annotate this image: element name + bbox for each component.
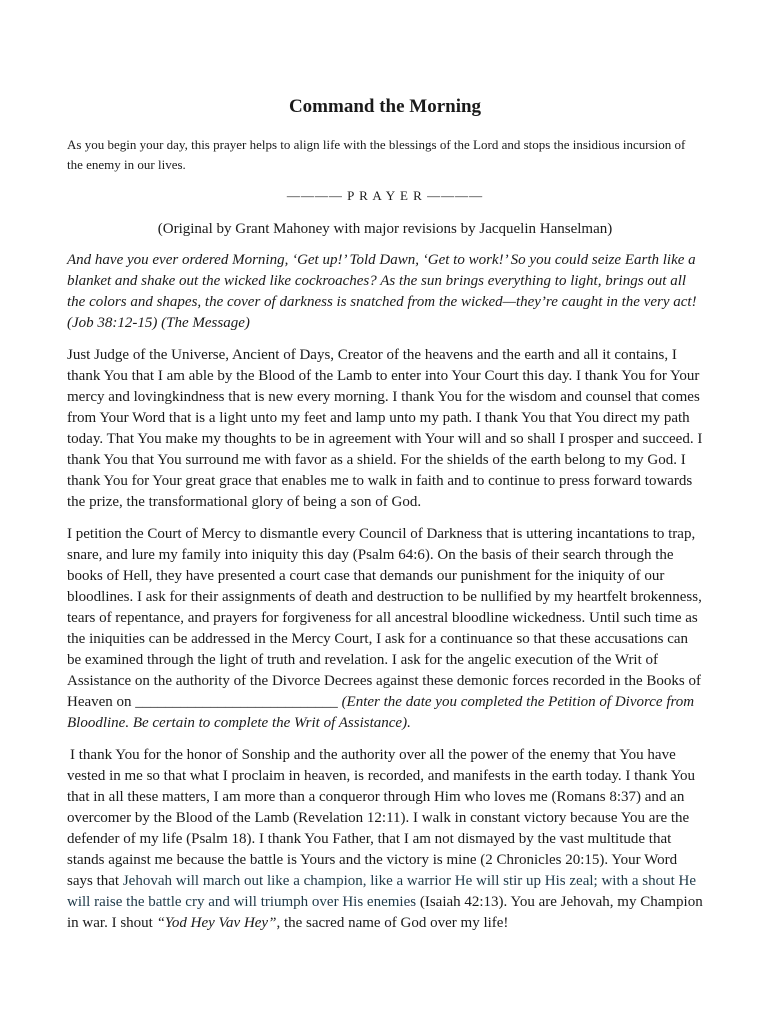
credit-line: (Original by Grant Mahoney with major revisions by Jacquelin Hanselman) — [157, 221, 613, 237]
prayer-paragraph-2 — [67, 524, 703, 734]
page-title: Command the Morning — [288, 96, 482, 117]
prayer-paragraph-3 — [67, 745, 703, 934]
sacred-name: “Yod Hey Vav Hey” — [156, 915, 277, 931]
paragraph-3-text-c: , the sacred name of God over my life! — [276, 915, 509, 931]
date-instruction-note: (Enter the date you completed the Petition of Divorce from Bloodline. Be certain to complete the Writ of Assistance). — [67, 694, 695, 731]
prayer-paragraph-1: Just Judge of the Universe, Ancient of Days, Creator of the heavens and the earth and all it contains, I thank You that I am able by the Blood of the Lamb to enter into Your Court this day. I thank You for Your mercy and lovingkindness that is new every morning. I thank You for the wisdom and counsel that comes from Your Word that is a light unto my feet and lamp unto my path. I thank You that You direct my path today. That You make my thoughts to be in agreement with Your will and so shall I prosper and succeed. I thank You that You surround me with favor as a shield. For the shields of the earth belong to my God. I thank You for Your great grace that enables me to walk in faith and to continue to press forward towards the prize, the transformational glory of being a son of God. — [67, 347, 703, 510]
prayer-divider: ———— P R A Y E R ———— — [286, 188, 484, 203]
document-page — [67, 0, 703, 934]
scripture-quote: And have you ever ordered Morning, ‘Get up!’ Told Dawn, ‘Get to work!’ So you could seize Earth like a blanket and shake out the wicked like cockroaches? As the sun brings everything to light, brings out all the colors and shapes, the cover of darkness is snatched from the wicked—they’re caught in the very act! (Job 38:12-15) (The Message) — [67, 252, 697, 331]
paragraph-3-text-a: I thank You for the honor of Sonship and the authority over all the power of the enemy that You have vested in me so that what I proclaim in heaven, is recorded, and manifests in the earth today. I thank You that in all these matters, I am more than a conqueror through Him who loves me (Romans 8:37) and an overcomer by the Blood of the Lamb (Revelation 12:11). I walk in constant victory because You are the defender of my life (Psalm 18). I thank You Father, that I am not dismayed by the vast multitude that stands against me because the battle is Yours and the victory is mine (2 Chronicles 20:15). Your Word says that — [67, 747, 696, 889]
isaiah-quote: Jehovah will march out like a champion, like a warrior He will stir up His zeal; with a shout He will raise the battle cry and will triumph over His enemies — [67, 873, 697, 910]
paragraph-3-text-b: (Isaiah 42:13). You are Jehovah, my Champion in war. I shout — [67, 894, 703, 931]
intro-paragraph: As you begin your day, this prayer helps to align life with the blessings of the Lord and stops the insidious incursion of the enemy in our lives. — [67, 137, 686, 172]
paragraph-2-text: I petition the Court of Mercy to dismantle every Council of Darkness that is uttering incantations to trap, snare, and lure my family into iniquity this day (Psalm 64:6). On the basis of their search through the books of Hell, they have presented a court case that demands our punishment for the iniquity of our bloodlines. I ask for their assignments of death and destruction to be nullified by my heartfelt brokenness, tears of repentance, and prayers for forgiveness for all ancestral bloodline wickedness. Until such time as the iniquities can be addressed in the Mercy Court, I ask for a continuance so that these accusations can be examined through the light of truth and revelation. I ask for the angelic execution of the Writ of Assistance on the authority of the Divorce Decrees against these demonic forces recorded in the Books of Heaven on ___________________________ — [67, 526, 702, 710]
